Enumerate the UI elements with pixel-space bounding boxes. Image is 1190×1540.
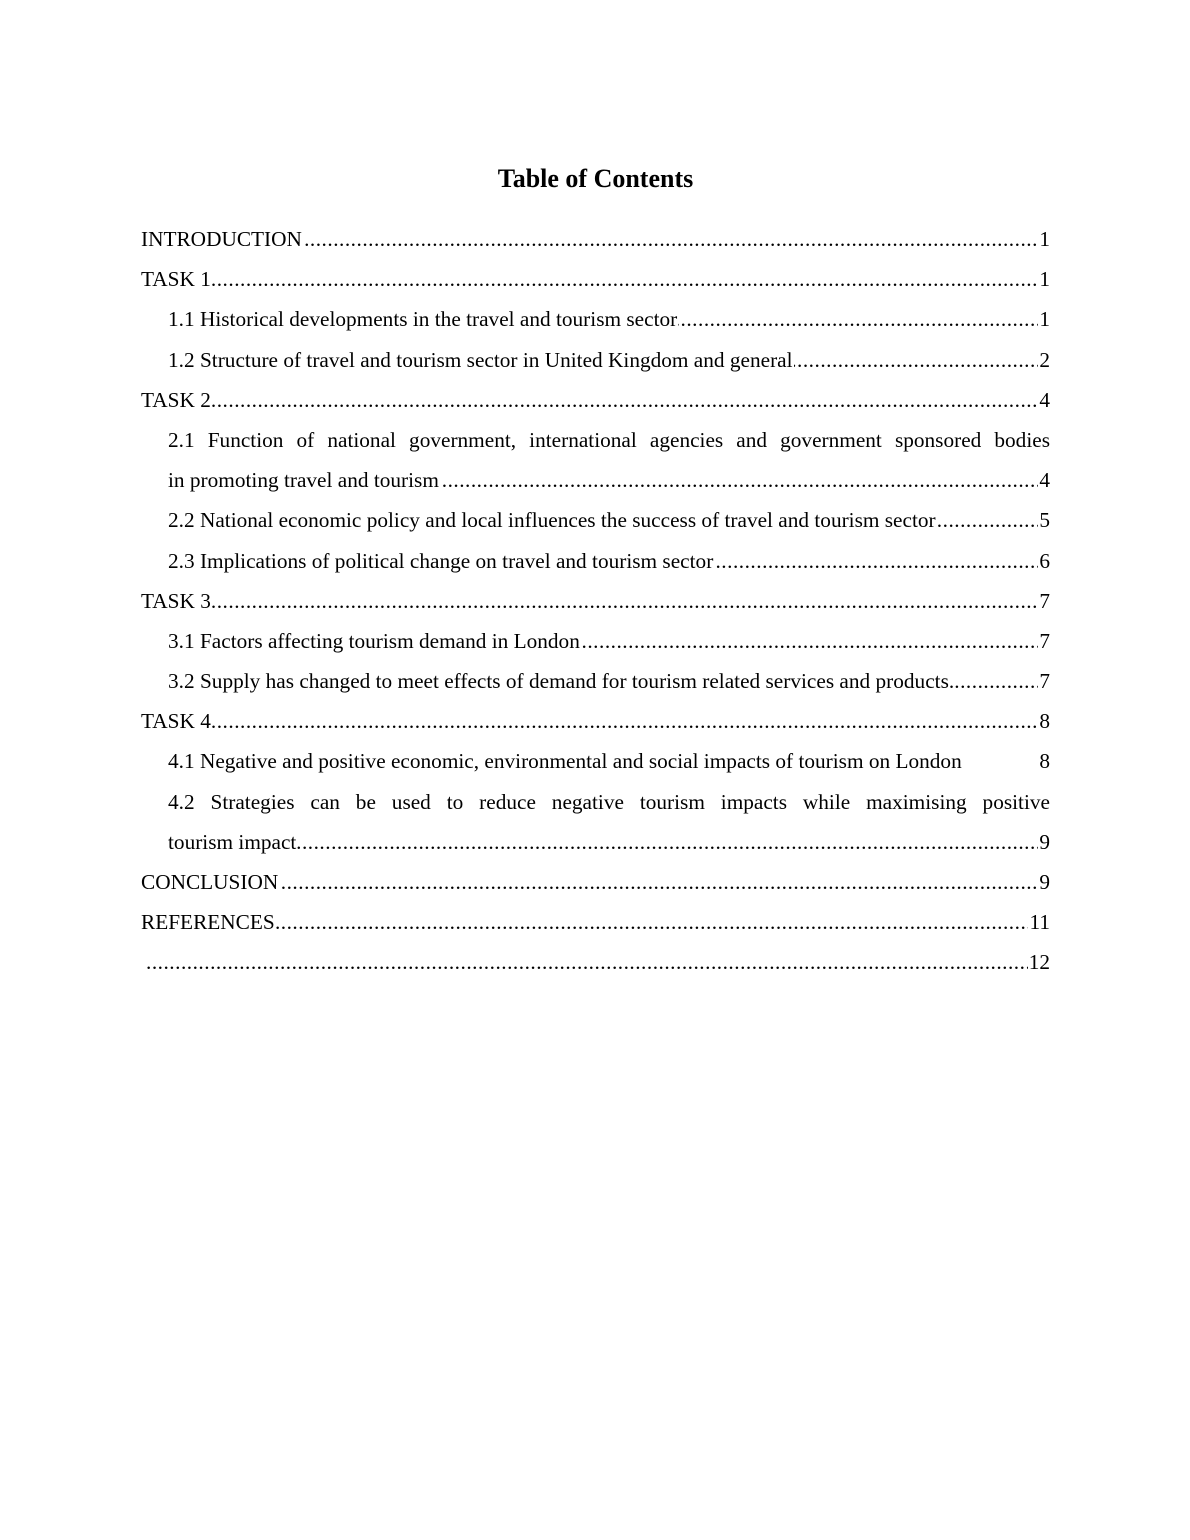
toc-entry-task-2[interactable] — [141, 380, 1050, 420]
toc-entry-text: TASK 1 — [141, 267, 211, 292]
toc-entry-page: 1 — [1038, 259, 1050, 299]
toc-entry-text: 3.2 Supply has changed to meet effects of demand for tourism related services and products. — [168, 669, 955, 694]
toc-entry-conclusion[interactable] — [141, 862, 1050, 902]
toc-entry-2-3[interactable] — [141, 541, 1050, 581]
toc-entry-page: 7 — [1038, 661, 1050, 701]
toc-entry-text — [141, 950, 142, 974]
toc-entry-text: INTRODUCTION — [141, 227, 302, 251]
toc-entry-2-1[interactable] — [141, 420, 1050, 500]
dot-leader — [146, 942, 1050, 982]
dot-leader — [141, 380, 1050, 420]
toc-entry-text: 1.1 Historical developments in the travel and tourism sector — [168, 307, 678, 332]
toc-entry-text: 2.2 National economic policy and local influences the success of travel and tourism sector — [168, 508, 936, 533]
toc-entry-page: 1 — [1038, 219, 1050, 259]
toc-entry-task-4[interactable] — [141, 701, 1050, 741]
toc-entry-page: 4 — [1038, 380, 1050, 420]
toc-title: Table of Contents — [497, 164, 694, 193]
dot-leader — [141, 701, 1050, 741]
toc-entry-text: 2.3 Implications of political change on travel and tourism sector — [168, 548, 714, 573]
toc-entry-page: 12 — [1028, 942, 1050, 982]
toc-entry-text: REFERENCES — [141, 910, 275, 935]
toc-entry-text-line-1: 2.1 Function of national government, international agencies and government sponsored bodies — [168, 427, 1050, 452]
toc-entry-3-1[interactable] — [141, 621, 1050, 661]
toc-entry-introduction[interactable] — [141, 219, 1050, 259]
toc-entry-line-2 — [168, 822, 1050, 862]
toc-entry-page: 8 — [1038, 741, 1050, 781]
table-of-contents — [141, 160, 1050, 983]
toc-entry-text-line-2: tourism impact — [168, 829, 297, 854]
toc-entry-page: 6 — [1038, 541, 1050, 581]
toc-entry-4-1[interactable] — [141, 741, 1050, 781]
toc-entry-page: 11 — [1028, 902, 1050, 942]
dot-leader — [141, 259, 1050, 299]
toc-entry-page: 5 — [1038, 500, 1050, 540]
dot-leader — [168, 822, 1050, 862]
toc-entry-text: CONCLUSION — [141, 870, 279, 894]
toc-entry-text: 4.1 Negative and positive economic, environmental and social impacts of tourism on London — [168, 749, 962, 774]
toc-entry-page: 8 — [1038, 701, 1050, 741]
dot-leader — [141, 902, 1050, 942]
toc-entry-text: 3.1 Factors affecting tourism demand in London — [168, 628, 580, 653]
toc-entry-references[interactable] — [141, 902, 1050, 942]
toc-entry-line-2 — [168, 460, 1050, 500]
toc-entry-2-2[interactable] — [141, 500, 1050, 540]
toc-entry-1-1[interactable] — [141, 299, 1050, 339]
toc-entry-task-3[interactable] — [141, 581, 1050, 621]
toc-entry-task-1[interactable] — [141, 259, 1050, 299]
toc-entry-page: 1 — [1038, 299, 1050, 339]
toc-entry-page: 2 — [1038, 340, 1050, 380]
dot-leader — [141, 581, 1050, 621]
toc-entry-1-2[interactable] — [141, 340, 1050, 380]
toc-entry-page: 7 — [1038, 581, 1050, 621]
toc-entry-text: TASK 3 — [141, 588, 211, 613]
toc-entry-text: TASK 4 — [141, 709, 211, 734]
toc-list — [141, 219, 1050, 983]
toc-entry-4-2[interactable] — [141, 782, 1050, 862]
toc-entry-text-line-2: in promoting travel and tourism — [168, 468, 439, 493]
toc-entry-3-2[interactable] — [141, 661, 1050, 701]
toc-entry-page: 4 — [1038, 460, 1050, 500]
toc-entry-text: TASK 2 — [141, 387, 211, 412]
toc-entry-untitled[interactable] — [141, 942, 1050, 982]
toc-entry-page: 7 — [1038, 621, 1050, 661]
toc-entry-text-line-1: 4.2 Strategies can be used to reduce negative tourism impacts while maximising positive — [168, 789, 1050, 814]
toc-entry-text: 1.2 Structure of travel and tourism sector in United Kingdom and general — [168, 347, 793, 372]
toc-entry-page: 9 — [1038, 822, 1050, 862]
toc-entry-page: 9 — [1038, 862, 1050, 902]
